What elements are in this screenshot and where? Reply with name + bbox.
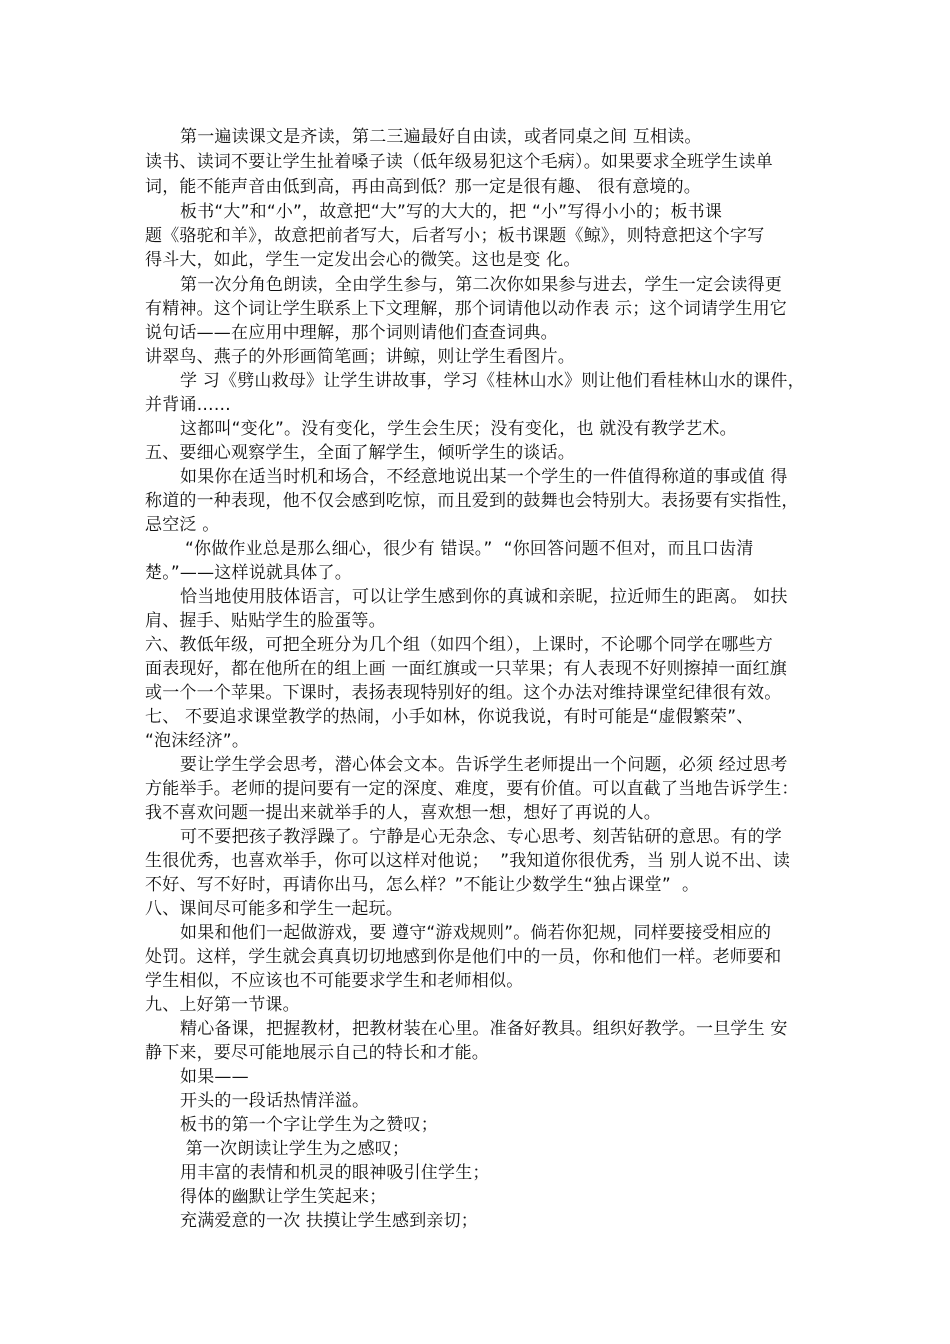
text-line: 第一次朗读让学生为之感叹； [180,1139,410,1159]
text-line: 充满爱意的一次 扶摸让学生感到亲切； [180,1211,479,1231]
text-line: 八、课间尽可能多和学生一起玩。 [145,899,403,919]
text-line: 不好、写不好时，再请你出马，怎么样？”不能让少数学生“独占课堂” 。 [145,875,700,895]
text-line: 如果你在适当时机和场合，不经意地说出某一个学生的一件值得称道的事或值 得 [180,467,788,487]
text-line: 如果—— [180,1067,249,1087]
text-line: 楚。”——这样说就具体了。 [145,563,352,583]
text-line: 第一次分角色朗读，全由学生参与，第二次你如果参与进去，学生一定会读得更 [180,275,782,295]
text-line: 或一个一个苹果。下课时，表扬表现特别好的组。这个办法对维持课堂纪律很有效。 [145,683,782,703]
text-line: 静下来，要尽可能地展示自己的特长和才能。 [145,1043,489,1063]
text-line: 生很优秀，也喜欢举手，你可以这样对他说； ”我知道你很优秀，当 别人说不出、读 [145,851,791,871]
text-line: 我不喜欢问题一提出来就举手的人，喜欢想一想，想好了再说的人。 [145,803,661,823]
text-line: 得斗大，如此，学生一定发出会心的微笑。这也是变 化。 [145,250,581,270]
text-line: 并背诵…… [145,395,231,415]
text-line: 学 习《劈山救母》让学生讲故事，学习《桂林山水》则让他们看桂林山水的课件， [180,371,805,391]
text-line: 学生相似，不应该也不可能要求学生和老师相似。 [145,971,524,991]
text-line: 这都叫“变化”。没有变化，学生会生厌；没有变化，也 就没有教学艺术。 [180,419,737,439]
text-line: 称道的一种表现，他不仅会感到吃惊，而且爱到的鼓舞也会特别大。表扬要有实指性， [145,491,799,511]
text-line: 处罚。这样，学生就会真真切切地感到你是他们中的一员，你和他们一样。老师要和 [145,947,782,967]
text-line: 说句话——在应用中理解，那个词则请他们查查词典。 [145,323,558,343]
text-line: 七、 不要追求课堂教学的热闹，小手如林，你说我说，有时可能是“虚假繁荣”、 [145,707,754,727]
text-line: 精心备课，把握教材，把教材装在心里。准备好教具。组织好教学。一旦学生 安 [180,1019,788,1039]
text-line: 六、教低年级，可把全班分为几个组（如四个组），上课时，不论哪个同学在哪些方 [145,635,773,655]
text-line: 如果和他们一起做游戏，要 遵守“游戏规则”。倘若你犯规，同样要接受相应的 [180,923,772,943]
text-line: 方能举手。老师的提问要有一定的深度、难度，要有价值。可以直截了当地告诉学生： [145,779,799,799]
text-line: 面表现好，都在他所在的组上画 一面红旗或一只苹果；有人表现不好则擦掉一面红旗 [145,659,788,679]
text-line: 用丰富的表情和机灵的眼神吸引住学生； [180,1163,490,1183]
text-line: 要让学生学会思考，潜心体会文本。告诉学生老师提出一个问题，必须 经过思考 [180,755,788,775]
text-line: 肩、握手、贴贴学生的脸蛋等。 [145,611,386,631]
text-line: 板书“大”和“小”，故意把“大”写的大大的，把 “小”写得小小的；板书课 [180,202,723,222]
text-line: 九、上好第一节课。 [145,995,300,1015]
text-line: 恰当地使用肢体语言，可以让学生感到你的真诚和亲昵，拉近师生的距离。 如扶 [180,587,788,607]
text-line: 讲翠鸟、燕子的外形画简笔画；讲鲸，则让学生看图片。 [145,347,575,367]
text-line: 词，能不能声音由低到高，再由高到低？那一定是很有趣、 很有意境的。 [145,177,702,197]
text-line: 板书的第一个字让学生为之赞叹； [180,1115,438,1135]
text-line: 开头的一段话热情洋溢。 [180,1091,370,1111]
text-line: “你做作业总是那么细心，很少有 错误。” “你回答问题不但对，而且口齿清 [185,539,754,559]
text-line: 第一遍读课文是齐读，第二三遍最好自由读，或者同桌之间 互相读。 [180,127,702,147]
text-line: 可不要把孩子教浮躁了。宁静是心无杂念、专心思考、刻苦钻研的意思。有的学 [180,827,782,847]
text-line: 得体的幽默让学生笑起来； [180,1187,387,1207]
text-line: 五、要细心观察学生，全面了解学生，倾听学生的谈话。 [145,443,575,463]
text-line: 题《骆驼和羊》，故意把前者写大，后者写小；板书课题《鲸》，则特意把这个字写 [145,226,765,246]
text-line: 忌空泛 。 [145,515,220,535]
text-line: 有精神。这个词让学生联系上下文理解，那个词请他以动作表 示；这个词请学生用它 [145,299,788,319]
text-line: 读书、读词不要让学生扯着嗓子读（低年级易犯这个毛病）。如果要求全班学生读单 [145,152,773,172]
text-line: “泡沫经济”。 [145,731,250,751]
